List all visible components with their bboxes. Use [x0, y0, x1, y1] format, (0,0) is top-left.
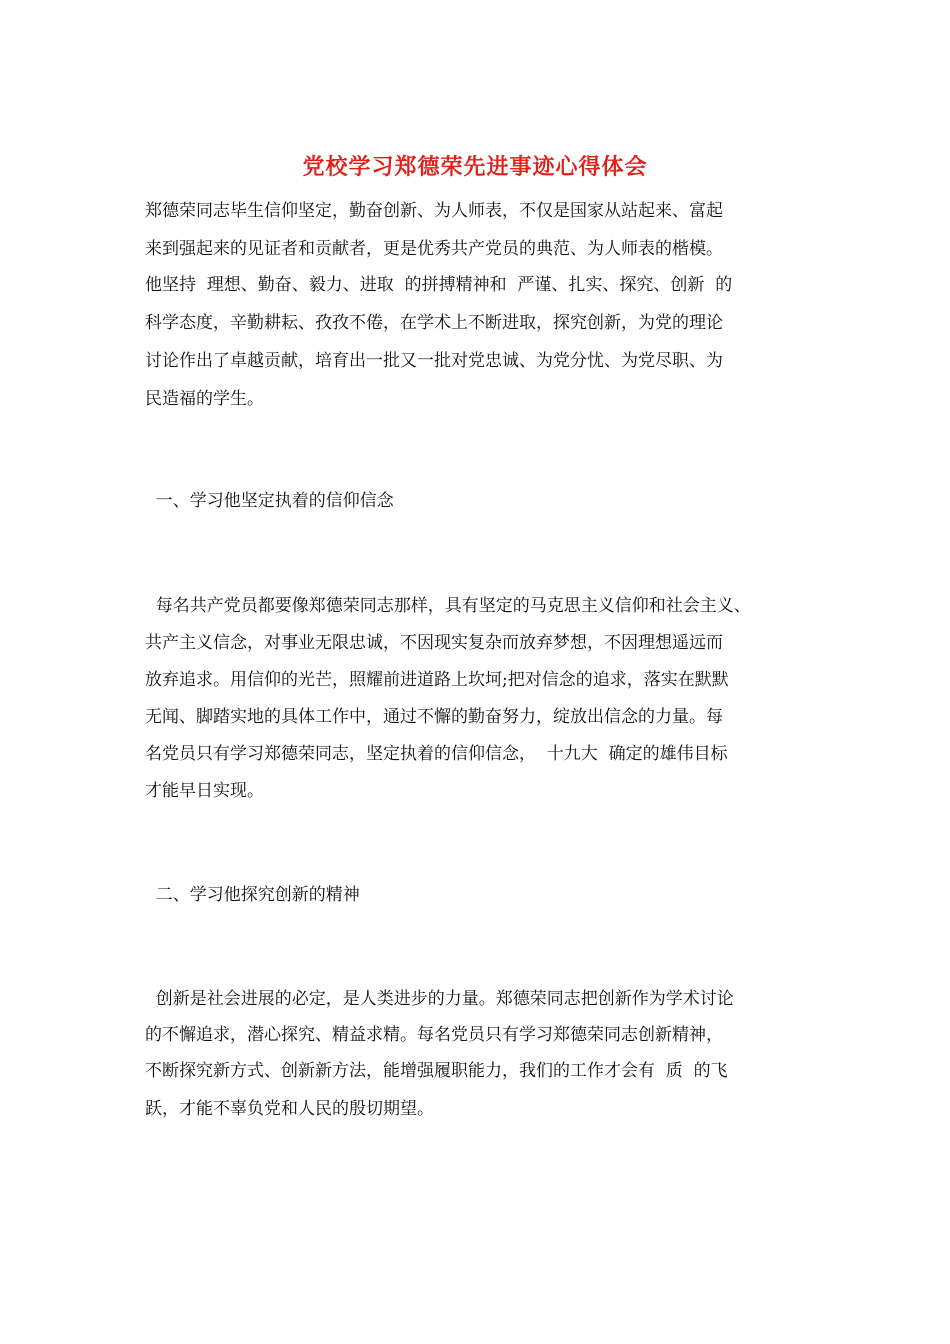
- section2-heading: 二、学习他探究创新的精神: [145, 885, 360, 905]
- section1-line-3: 放弃追求。用信仰的光芒，照耀前进道路上坎坷;把对信念的追求，落实在默默: [145, 670, 729, 690]
- section2-line-3: 不断探究新方式、创新新方法，能增强履职能力，我们的工作才会有 质 的飞: [145, 1061, 728, 1081]
- section2-line-1: 创新是社会进展的必定，是人类进步的力量。郑德荣同志把创新作为学术讨论: [145, 989, 734, 1009]
- document-title: 党校学习郑德荣先进事迹心得体会: [302, 154, 648, 180]
- section1-line-6: 才能早日实现。: [145, 781, 264, 801]
- section1-line-5: 名党员只有学习郑德荣同志，坚定执着的信仰信念， 十九大 确定的雄伟目标: [145, 744, 728, 764]
- intro-line-4: 科学态度，辛勤耕耘、孜孜不倦，在学术上不断进取，探究创新，为党的理论: [145, 313, 723, 333]
- intro-line-2: 来到强起来的见证者和贡献者，更是优秀共产党员的典范、为人师表的楷模。: [145, 239, 723, 259]
- section2-line-2: 的不懈追求，潜心探究、精益求精。每名党员只有学习郑德荣同志创新精神，: [145, 1025, 723, 1045]
- intro-line-1: 郑德荣同志毕生信仰坚定，勤奋创新、为人师表，不仅是国家从站起来、富起: [145, 201, 723, 221]
- intro-line-6: 民造福的学生。: [145, 389, 264, 409]
- intro-line-5: 讨论作出了卓越贡献，培育出一批又一批对党忠诚、为党分忧、为党尽职、为: [145, 351, 723, 371]
- section1-line-2: 共产主义信念，对事业无限忠诚，不因现实复杂而放弃梦想，不因理想遥远而: [145, 633, 723, 653]
- section1-heading: 一、学习他坚定执着的信仰信念: [145, 491, 394, 511]
- section1-line-1: 每名共产党员都要像郑德荣同志那样，具有坚定的马克思主义信仰和社会主义、: [145, 596, 751, 616]
- intro-line-3: 他坚持 理想、勤奋、毅力、进取 的拼搏精神和 严谨、扎实、探究、创新 的: [145, 275, 733, 295]
- section2-line-4: 跃，才能不辜负党和人民的殷切期望。: [145, 1099, 434, 1119]
- section1-line-4: 无闻、脚踏实地的具体工作中，通过不懈的勤奋努力，绽放出信念的力量。每: [145, 707, 723, 727]
